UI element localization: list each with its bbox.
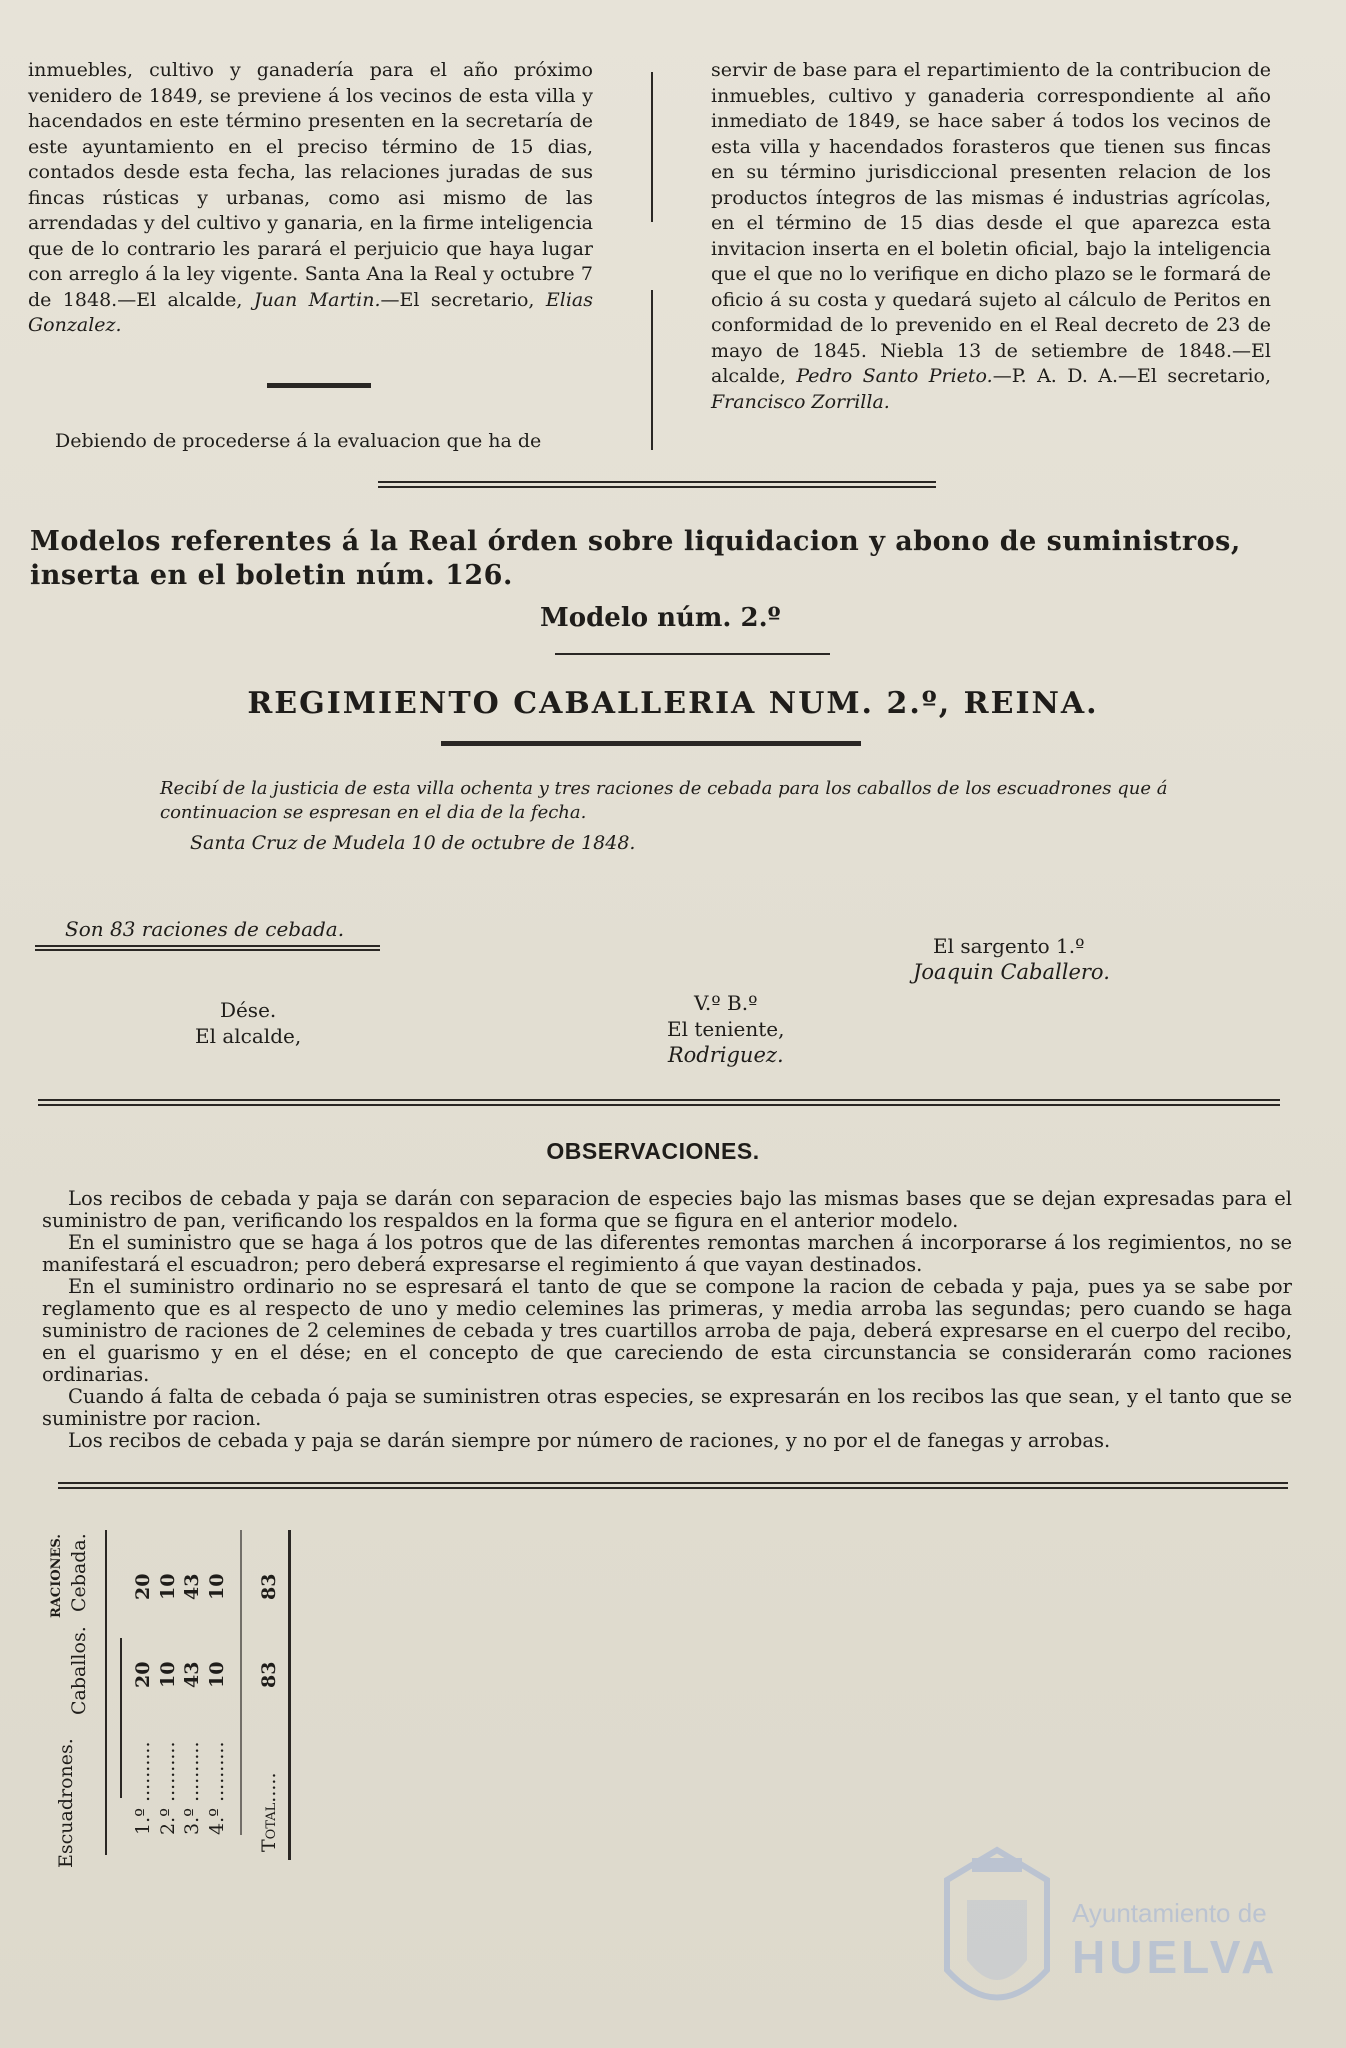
row-1-cebada: 20 [132, 1573, 154, 1600]
receipt-total: Son 83 raciones de cebada. [65, 917, 345, 941]
sargento-label: El sargento 1.º [933, 934, 1085, 958]
row-2-esc: 2.º .......... [157, 1741, 179, 1835]
row-4-esc: 4.º .......... [206, 1741, 228, 1835]
table-subtotal-line [240, 1530, 242, 1835]
observaciones-bottom-rule [58, 1482, 1288, 1489]
total-cebada: 83 [258, 1573, 280, 1600]
teniente-name: Rodriguez. [667, 1043, 784, 1067]
banner-title: Modelos referentes á la Real órden sobre liquidacion y abono de suministros, inserta en el boletin núm. 126. [30, 526, 1241, 591]
teniente-label: El teniente, [667, 1017, 785, 1041]
row-4-cebada: 10 [206, 1573, 228, 1600]
right-pada-label: —P. A. D. A.—El secretario, [992, 365, 1271, 387]
alcalde-label: El alcalde, [195, 1024, 302, 1048]
right-column-body: servir de base para el repartimiento de la contribucion de inmuebles, cultivo y ganaderia correspondiente al año inmediato de 1849, se hace saber á todos los vecinos de esta villa y hacendados forasteros que tienen sus fincas en su término jurisdiccional presenten relacion de los productos íntegros de las mismas é industrias agrícolas, en el término de 15 dias desde el que aparezca esta invitacion inserta en el boletin oficial, bajo la inteligencia que el que no lo verifique en dicho plazo se le formará de oficio á su costa y quedará sujeto al cálculo de Peritos en conformidad de lo prevenido en el Real decreto de 23 de mayo de 1845. Niebla 13 de setiembre de 1848.—El alcalde, [711, 59, 1271, 387]
row-2-caballos: 10 [157, 1661, 179, 1688]
receipt-place-date: Santa Cruz de Mudela 10 de octubre de 1848. [190, 832, 636, 854]
row-2-cebada: 10 [157, 1573, 179, 1600]
banner-double-rule-top [378, 481, 936, 488]
left-secretario-name: Elias Gonzalez. [28, 288, 593, 336]
watermark-line1: Ayuntamiento de [1072, 1898, 1267, 1928]
regiment-heading: REGIMIENTO CABALLERIA NUM. 2.º, REINA. [247, 686, 1099, 721]
table-row-divider [120, 1638, 122, 1798]
left-column-body: inmuebles, cultivo y ganadería para el año próximo venidero de 1849, se previene á los vecinos de esta villa y hacendados en este término presenten en la secretaría de este ayuntamiento en el preciso término de 15 dias, contados desde esta fecha, las relaciones juradas de sus fincas rústicas y urbanas, como asi mismo de las arrendadas y del cultivo y ganaria, en la firme inteligencia que de lo contrario les parará el perjuicio que haya lugar con arreglo á la ley vigente. Santa Ana la Real y octubre 7 de 1848.—El alcalde, [28, 59, 593, 311]
vb-label: V.º B.º [693, 991, 758, 1015]
sargento-signature [913, 933, 1110, 985]
observacion-paragraph: En el suministro que se haga á los potros que de las diferentes remontas marchen á incorporarse á los regimientos, no se manifestará el escuadron; pero deberá expresarse el regimiento á que vayan destinados. [42, 1231, 1292, 1276]
watermark-line2: HUELVA [1072, 1931, 1279, 1983]
observacion-paragraph: Cuando á falta de cebada ó paja se suministren otras especies, se expresarán en los recibos las que sean, y el tanto que se suministre por racion. [42, 1385, 1292, 1430]
column-divider-bottom [651, 290, 653, 450]
observacion-paragraph: En el suministro ordinario no se espresará el tanto de que se compone la racion de cebada y paja, pues ya se sabe por reglamento que es al respecto de uno y medio celemines las primeras, y media arroba las segundas; pero cuando se haga suministro de raciones de 2 celemines de cebada y tres cuartillos arroba de paja, deberá expresarse en el cuerpo del recibo, en el guarismo y en el dése; en el concepto de que careciendo de esta circunstancia se considerarán como raciones ordinarias. [42, 1275, 1292, 1386]
observaciones-body [42, 1188, 1292, 1452]
left-column-text [28, 58, 593, 339]
right-alcalde-name: Pedro Santo Prieto. [796, 365, 993, 387]
observacion-paragraph: Los recibos de cebada y paja se darán con separacion de especies bajo las mismas bases que se dejan expresadas para el suministro de pan, verificando los respaldos en la forma que se figura en el anterior modelo. [42, 1187, 1292, 1232]
receipt-bottom-rule [38, 1099, 1280, 1106]
right-column-text [711, 58, 1271, 415]
row-3-esc: 3.º .......... [181, 1741, 203, 1835]
left-alcalde-name: Juan Martin. [253, 288, 381, 311]
banner-rule [555, 653, 830, 655]
left-secretario-label: —El secretario, [380, 288, 535, 311]
header-escuadrones: Escuadrones. [55, 1738, 77, 1868]
row-4-caballos: 10 [206, 1661, 228, 1688]
header-caballos: Caballos. [68, 1626, 90, 1715]
observaciones-title: OBSERVACIONES. [546, 1138, 760, 1164]
dese-label: Dése. [219, 998, 277, 1022]
son-underline [35, 945, 380, 951]
vb-signature [667, 990, 784, 1068]
row-1-esc: 1.º .......... [132, 1741, 154, 1835]
total-label: Total..... [258, 1772, 280, 1852]
huelva-watermark [932, 1840, 1292, 2030]
raciones-table [40, 1530, 340, 1870]
header-cebada: Cebada. [68, 1533, 90, 1612]
row-3-caballos: 43 [181, 1661, 203, 1688]
total-caballos: 83 [258, 1661, 280, 1688]
dese-signature [195, 997, 301, 1049]
observacion-paragraph: Los recibos de cebada y paja se darán siempre por número de raciones, y no por el de fanegas y arrobas. [68, 1429, 1111, 1452]
crest-icon [932, 1840, 1062, 2030]
regiment-underline [441, 741, 861, 746]
sargento-name: Joaquin Caballero. [913, 960, 1110, 984]
receipt-text: Recibí de la justicia de esta villa ochenta y tres raciones de cebada para los caballos de los escuadrones que á continuacion se espresan en el dia de la fecha. [160, 778, 1168, 823]
row-3-cebada: 43 [181, 1573, 203, 1600]
row-1-caballos: 20 [132, 1661, 154, 1688]
left-column-tail: Debiendo de procederse á la evaluacion que ha de [55, 430, 542, 452]
short-divider [267, 383, 371, 388]
header-raciones: RACIONES. [49, 1534, 64, 1618]
right-secretario-name: Francisco Zorrilla. [711, 390, 890, 413]
table-total-line [288, 1530, 291, 1860]
banner-subtitle: Modelo núm. 2.º [540, 603, 781, 633]
column-divider-top [651, 72, 653, 222]
table-header-line [105, 1530, 107, 1855]
